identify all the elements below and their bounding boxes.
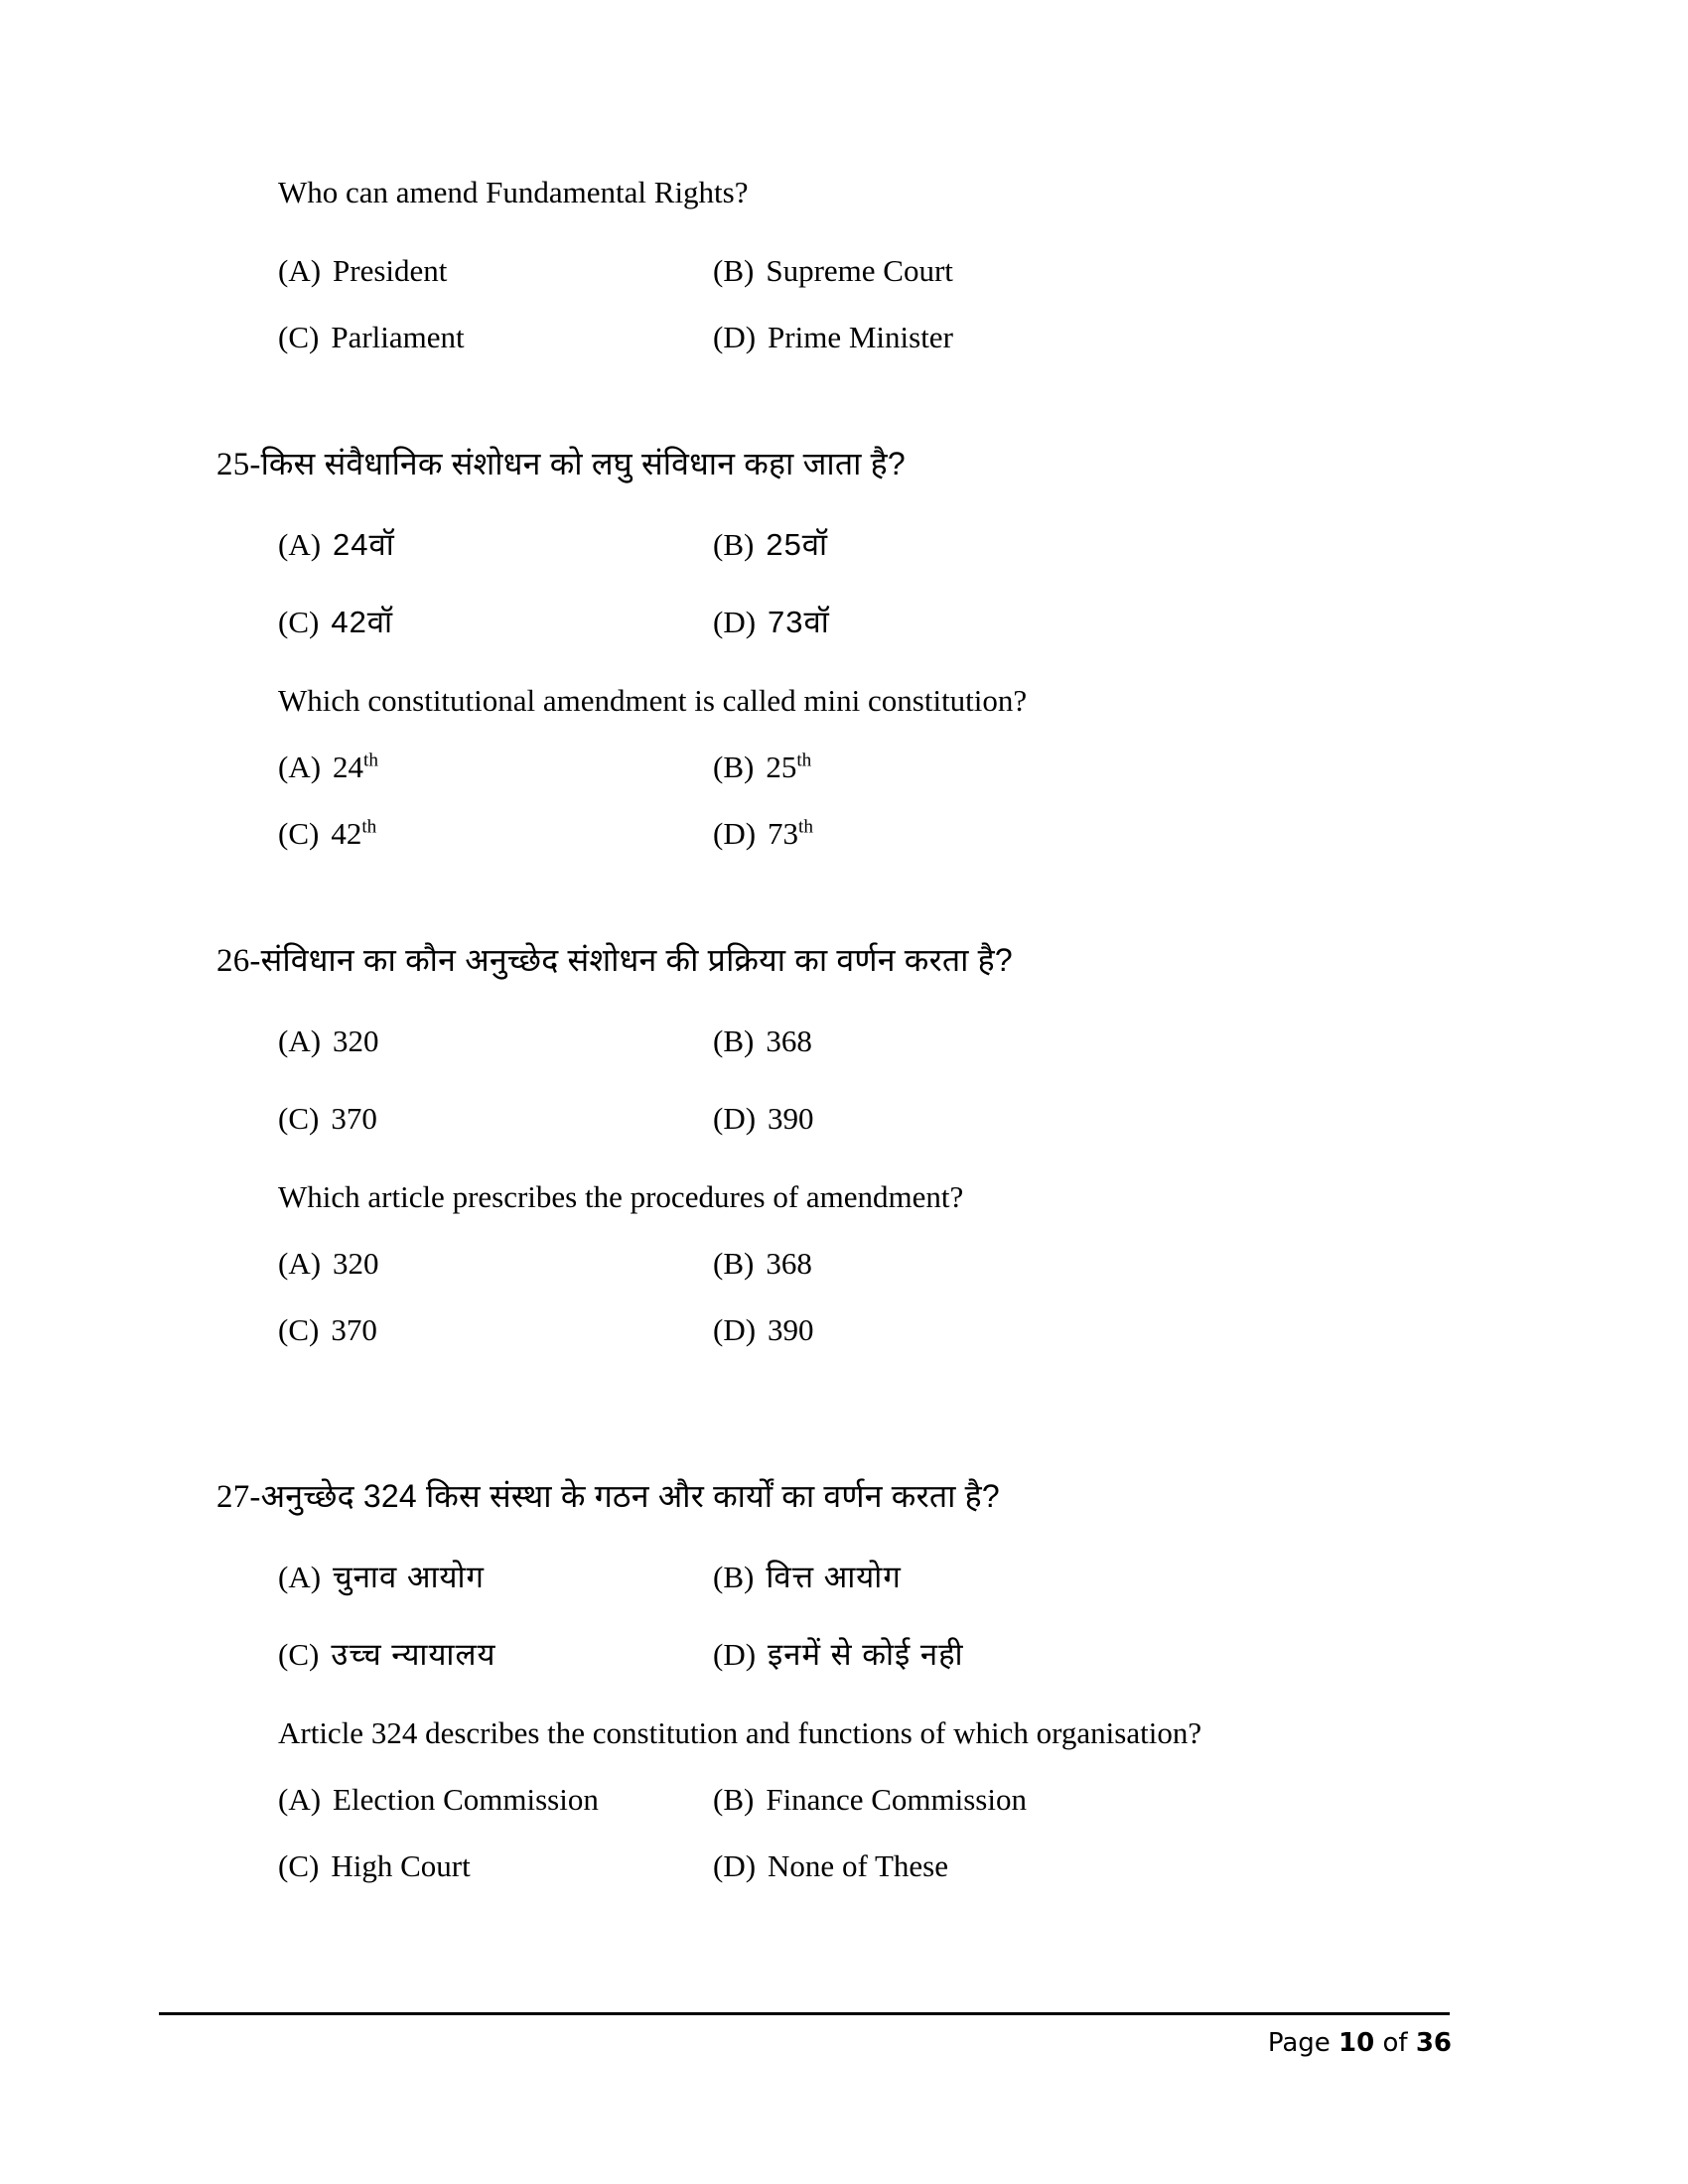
page-content bbox=[216, 174, 1470, 1885]
option-value: High Court bbox=[331, 1847, 471, 1883]
option-a[interactable] bbox=[278, 1781, 713, 1820]
option-label: (A) bbox=[278, 1023, 322, 1058]
option-superscript: th bbox=[796, 750, 812, 771]
option-value: 25 bbox=[766, 749, 797, 784]
question-block-q24-continued bbox=[248, 174, 1470, 356]
option-value: 42 bbox=[331, 815, 362, 851]
option-a[interactable] bbox=[278, 1023, 713, 1061]
option-row bbox=[278, 319, 1470, 357]
option-a[interactable] bbox=[278, 1559, 713, 1597]
option-value: चुनाव आयोग bbox=[333, 1559, 485, 1594]
question-stem-hi-text: किस संवैधानिक संशोधन को लघु संविधान कहा जाता है? bbox=[260, 446, 906, 482]
spacer bbox=[248, 1139, 1470, 1178]
option-label: (D) bbox=[713, 1847, 757, 1883]
option-label: (D) bbox=[713, 815, 757, 851]
spacer bbox=[248, 1060, 1470, 1100]
question-number: 26- bbox=[216, 943, 261, 980]
spacer bbox=[248, 787, 1470, 815]
option-value: 370 bbox=[331, 1101, 377, 1137]
option-d[interactable] bbox=[713, 1100, 1470, 1139]
option-label: (D) bbox=[713, 319, 757, 354]
option-value: None of These bbox=[768, 1847, 948, 1883]
option-row bbox=[278, 1311, 1470, 1350]
option-label: (B) bbox=[713, 749, 755, 784]
option-label: (C) bbox=[278, 1101, 320, 1137]
option-label: (B) bbox=[713, 1781, 755, 1817]
spacer bbox=[248, 721, 1470, 749]
option-row bbox=[278, 815, 1470, 854]
option-row bbox=[278, 1245, 1470, 1284]
spacer bbox=[248, 1596, 1470, 1636]
option-value: Supreme Court bbox=[766, 252, 953, 288]
option-d[interactable] bbox=[713, 1636, 1470, 1675]
option-label: (A) bbox=[278, 252, 322, 288]
option-b[interactable] bbox=[713, 1559, 1470, 1597]
option-c[interactable] bbox=[278, 1100, 713, 1139]
question-block-q25 bbox=[216, 444, 1470, 853]
option-value: 390 bbox=[768, 1101, 814, 1137]
footer-page-number: 10 bbox=[1338, 2028, 1375, 2058]
spacer bbox=[248, 356, 1470, 444]
option-label: (B) bbox=[713, 526, 755, 562]
option-value: उच्च न्यायालय bbox=[331, 1637, 496, 1673]
option-label: (A) bbox=[278, 1559, 322, 1594]
option-value: Parliament bbox=[331, 319, 465, 354]
footer-page-middle: of bbox=[1382, 2028, 1408, 2058]
option-value: 320 bbox=[333, 1023, 379, 1058]
option-b[interactable] bbox=[713, 749, 1470, 787]
option-d[interactable] bbox=[713, 319, 1470, 357]
question-stem-en: Who can amend Fundamental Rights? bbox=[278, 175, 749, 209]
option-value: Finance Commission bbox=[766, 1781, 1027, 1817]
option-label: (C) bbox=[278, 319, 320, 354]
option-label: (C) bbox=[278, 605, 320, 640]
question-stem-hi-text: संविधान का कौन अनुच्छेद संशोधन की प्रक्रिया का वर्णन करता है? bbox=[260, 942, 1013, 979]
option-row bbox=[278, 749, 1470, 787]
option-value: 368 bbox=[766, 1023, 812, 1058]
spacer bbox=[248, 642, 1470, 682]
option-label: (A) bbox=[278, 1781, 322, 1817]
spacer bbox=[248, 564, 1470, 604]
option-c[interactable] bbox=[278, 604, 713, 642]
spacer bbox=[248, 486, 1470, 526]
option-value: 320 bbox=[333, 1245, 379, 1281]
question-stem-en: Article 324 describes the constitution and functions of which organisation? bbox=[278, 1715, 1202, 1750]
option-label: (A) bbox=[278, 526, 322, 562]
option-a[interactable] bbox=[278, 526, 713, 565]
option-a[interactable] bbox=[278, 1245, 713, 1284]
option-value: 24वॉ bbox=[333, 526, 395, 562]
question-stem-hi bbox=[216, 940, 1470, 982]
spacer bbox=[248, 1820, 1470, 1847]
question-stem-hi bbox=[216, 444, 1470, 485]
option-c[interactable] bbox=[278, 1847, 713, 1886]
option-row bbox=[278, 1847, 1470, 1886]
option-d[interactable] bbox=[713, 815, 1470, 854]
question-block-q26 bbox=[216, 940, 1470, 1349]
option-c[interactable] bbox=[278, 1311, 713, 1350]
spacer bbox=[248, 1675, 1470, 1714]
option-b[interactable] bbox=[713, 1023, 1470, 1061]
option-value: 25वॉ bbox=[766, 526, 829, 562]
page-footer bbox=[1268, 2028, 1452, 2058]
option-label: (D) bbox=[713, 1311, 757, 1347]
question-stem-en: Which article prescribes the procedures of amendment? bbox=[278, 1179, 964, 1214]
option-superscript: th bbox=[798, 816, 813, 838]
option-label: (D) bbox=[713, 1101, 757, 1137]
question-number: 27- bbox=[216, 1479, 261, 1516]
option-b[interactable] bbox=[713, 1245, 1470, 1284]
option-label: (C) bbox=[278, 1311, 320, 1347]
option-b[interactable] bbox=[713, 526, 1470, 565]
option-label: (C) bbox=[278, 1637, 320, 1673]
option-label: (A) bbox=[278, 749, 322, 784]
option-row bbox=[278, 1559, 1470, 1597]
option-c[interactable] bbox=[278, 815, 713, 854]
spacer bbox=[248, 1519, 1470, 1559]
option-a[interactable] bbox=[278, 749, 713, 787]
spacer bbox=[248, 212, 1470, 252]
option-superscript: th bbox=[363, 750, 378, 771]
spacer bbox=[248, 1217, 1470, 1245]
spacer bbox=[248, 1284, 1470, 1311]
spacer bbox=[248, 853, 1470, 940]
footer-divider bbox=[159, 2012, 1450, 2015]
question-number: 25- bbox=[216, 447, 261, 483]
option-row bbox=[278, 1023, 1470, 1061]
question-stem-hi-text: अनुच्छेद 324 किस संस्था के गठन और कार्यों का वर्णन करता है? bbox=[260, 1478, 1000, 1515]
spacer bbox=[248, 983, 1470, 1023]
option-value: इनमें से कोई नही bbox=[768, 1637, 964, 1673]
option-value: 24 bbox=[333, 749, 364, 784]
option-value: 370 bbox=[331, 1311, 377, 1347]
option-value: President bbox=[333, 252, 448, 288]
spacer bbox=[248, 1349, 1470, 1436]
spacer bbox=[248, 1753, 1470, 1781]
option-superscript: th bbox=[361, 816, 377, 838]
option-row bbox=[278, 1781, 1470, 1820]
option-value: वित्त आयोग bbox=[766, 1559, 902, 1594]
option-c[interactable] bbox=[278, 1636, 713, 1675]
option-d[interactable] bbox=[713, 1311, 1470, 1350]
option-row bbox=[278, 604, 1470, 642]
spacer bbox=[248, 291, 1470, 319]
question-stem-hi bbox=[216, 1476, 1470, 1518]
option-value: 390 bbox=[768, 1311, 814, 1347]
option-b[interactable] bbox=[713, 1781, 1470, 1820]
option-a[interactable] bbox=[278, 252, 713, 291]
option-row bbox=[278, 1100, 1470, 1139]
option-b[interactable] bbox=[713, 252, 1470, 291]
option-label: (B) bbox=[713, 1559, 755, 1594]
footer-page-prefix: Page bbox=[1267, 2028, 1331, 2058]
option-d[interactable] bbox=[713, 604, 1470, 642]
option-row bbox=[278, 526, 1470, 565]
option-value: Election Commission bbox=[333, 1781, 599, 1817]
option-value: 368 bbox=[766, 1245, 812, 1281]
option-value: 42वॉ bbox=[331, 605, 394, 640]
question-stem-en: Which constitutional amendment is called mini constitution? bbox=[278, 683, 1028, 718]
option-value: Prime Minister bbox=[768, 319, 953, 354]
option-value: 73 bbox=[768, 815, 799, 851]
option-label: (B) bbox=[713, 1245, 755, 1281]
option-row bbox=[278, 1636, 1470, 1675]
option-row bbox=[278, 252, 1470, 291]
option-label: (B) bbox=[713, 252, 755, 288]
option-label: (C) bbox=[278, 815, 320, 851]
spacer bbox=[248, 1436, 1470, 1476]
option-label: (D) bbox=[713, 605, 757, 640]
option-label: (C) bbox=[278, 1847, 320, 1883]
footer-page-total: 36 bbox=[1415, 2028, 1452, 2058]
option-label: (D) bbox=[713, 1637, 757, 1673]
question-block-q27 bbox=[216, 1476, 1470, 1885]
option-c[interactable] bbox=[278, 319, 713, 357]
option-value: 73वॉ bbox=[768, 605, 830, 640]
option-label: (A) bbox=[278, 1245, 322, 1281]
option-label: (B) bbox=[713, 1023, 755, 1058]
option-d[interactable] bbox=[713, 1847, 1470, 1886]
